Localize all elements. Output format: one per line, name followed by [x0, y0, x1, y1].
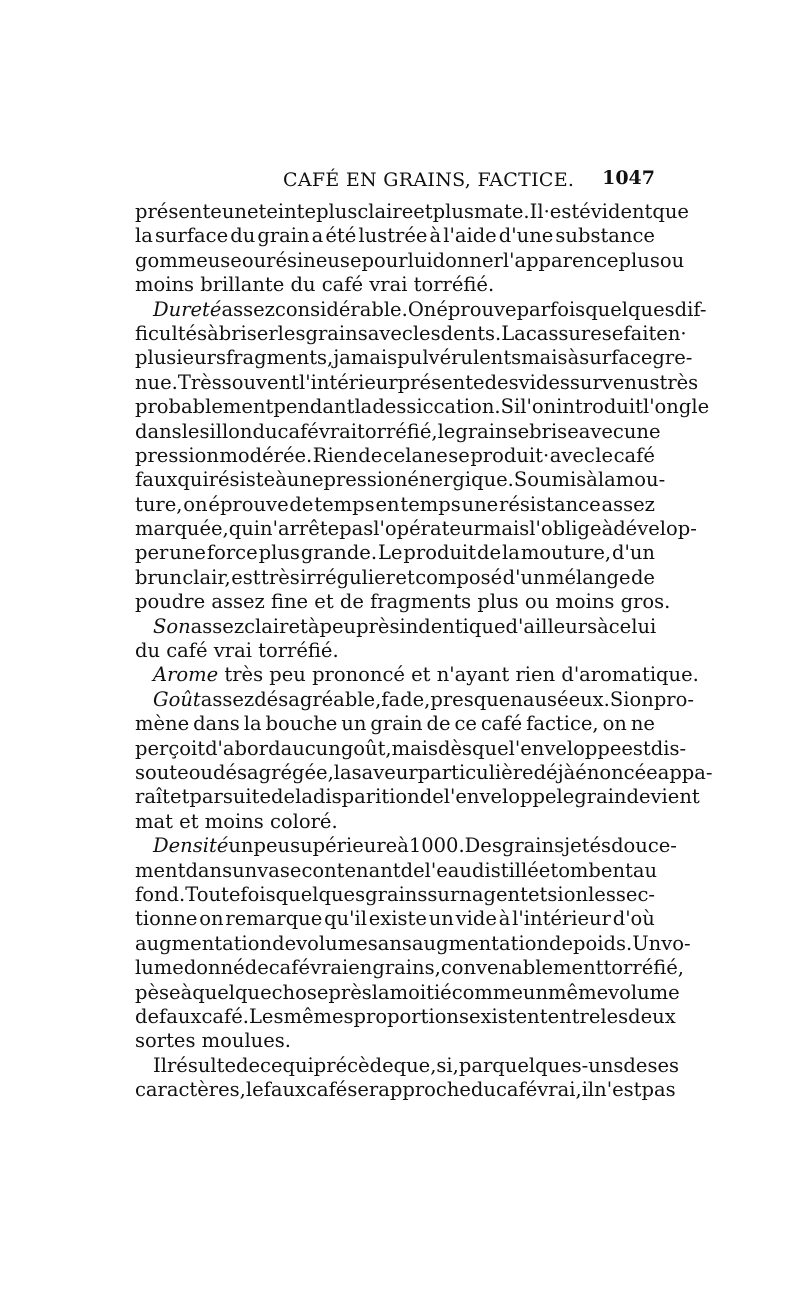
page-number: 1047 — [602, 167, 655, 189]
text-line: raît et par suite de la disparition de l'enveloppe le grain devient — [135, 785, 700, 809]
text-line: marquée, qui n'arrête pas l'opérateur mais l'oblige à dévelop- — [135, 517, 697, 541]
text-line: Goût assez désagréable, fade, presque nauséeux. Si on pro- — [153, 687, 694, 711]
text-line: plusieurs fragments, jamais pulvérulents mais à surface gre- — [135, 346, 693, 370]
body-text — [135, 200, 713, 1102]
text-line: gommeuse ou résineuse pour lui donner l'apparence plus ou — [135, 248, 685, 272]
text-line: Densité un peu supérieure à 1000. Des grains jetés douce- — [153, 834, 677, 858]
text-line: ture, on éprouve de temps en temps une résistance assez — [135, 492, 655, 516]
text-line: lume donné de café vrai en grains, convenablement torréfié, — [135, 956, 684, 980]
text-line: du café vrai torréfié. — [135, 639, 339, 663]
text-line: Il résulte de ce qui précède que, si, parquelques-uns de ses — [153, 1053, 679, 1077]
text-line: présente une teinte plus claire et plus mate. Il·est évident que — [135, 200, 689, 223]
text-line: pression modérée. Rien de cela ne se produit· avec le café — [135, 443, 655, 467]
text-line: faux qui résiste à une pression énergique. Soumis à la mou- — [135, 468, 666, 492]
running-title: CAFÉ EN GRAINS, FACTICE. — [283, 169, 575, 191]
text-line: de faux café. Les mêmes proportions existent entre les deux — [135, 1004, 676, 1028]
text-line: perçoit d'abord aucun goût, mais dès que l'enveloppe est dis- — [135, 736, 687, 760]
text-line: mène dans la bouche un grain de ce café factice, on ne — [135, 712, 655, 736]
text-line: Dureté assez considérable. On éprouve parfois quelques dif- — [153, 297, 707, 321]
text-line: soute ou désagrégée, la saveur particulière déjà énoncée appa- — [135, 760, 713, 784]
text-line: mat et moins coloré. — [135, 809, 338, 833]
text-line: fond. Toutefois quelques grains surnagent et si on les sec- — [135, 882, 655, 906]
text-line: augmentation de volume sans augmentation de poids. Un vo- — [135, 931, 691, 955]
text-line: Arome très peu prononcé et n'ayant rien d'aromatique. — [153, 663, 699, 687]
text-line: Son assez clair et à peu près indentique d'ailleurs à celui — [153, 614, 657, 638]
text-line: tionne on remarque qu'il existe un vide à l'intérieur d'où — [135, 907, 655, 931]
text-line: ficultés à briser les grains avec les dents. La cassure se fait en· — [135, 321, 687, 345]
text-line: nue. Très souvent l'intérieur présente des vides survenus très — [135, 370, 699, 394]
text-line: la surface du grain a été lustrée à l'aide d'une substance — [135, 224, 655, 248]
text-line: dans le sillon du café vrai torréfié, le grain se brise avec une — [135, 419, 661, 443]
page-header — [135, 165, 655, 193]
text-line: per une force plus grande. Le produit de la mouture, d'un — [135, 541, 655, 565]
text-line: sortes moulues. — [135, 1029, 291, 1053]
text-line: poudre assez fine et de fragments plus ou moins gros. — [135, 590, 671, 614]
text-line: brun clair, est très irrégulier et composé d'un mélange de — [135, 565, 655, 589]
text-line: caractères, le faux café se rapproche du café vrai, il n'est pas — [135, 1078, 676, 1102]
text-line: moins brillante du café vrai torréfié. — [135, 273, 495, 297]
text-line: ment dans un vase contenant de l'eau distillée tombent au — [135, 858, 658, 882]
text-line: probablement pendant la dessiccation. Si l'on introduit l'ongle — [135, 395, 710, 419]
text-line: pèse à quelque chose près la moitié comme un même volume — [135, 980, 680, 1004]
